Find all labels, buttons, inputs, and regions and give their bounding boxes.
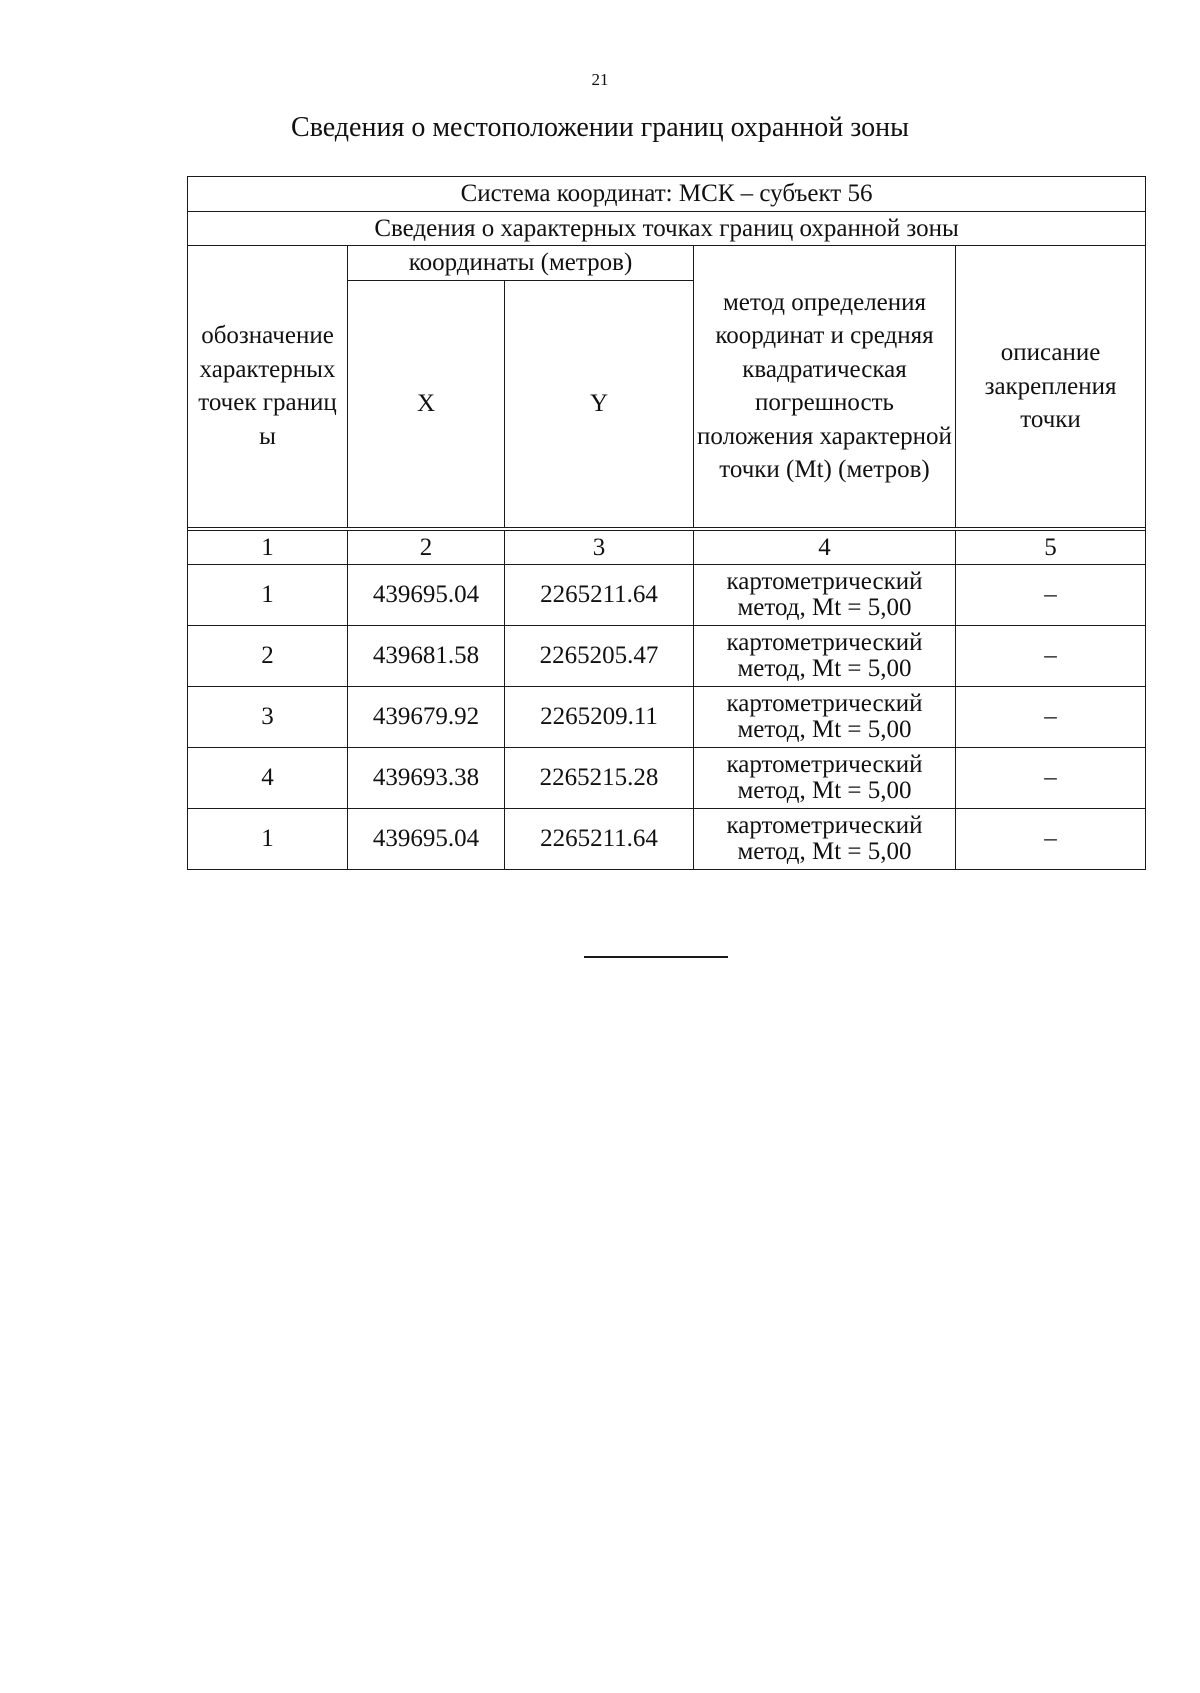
method-cell: картометрический метод, Mt = 5,00 xyxy=(694,565,956,626)
method-cell: картометрический метод, Mt = 5,00 xyxy=(694,748,956,809)
column-number: 3 xyxy=(505,530,694,565)
y-cell: 2265211.64 xyxy=(505,565,694,626)
header-coordinates: координаты (метров) xyxy=(348,246,694,281)
description-cell: – xyxy=(956,626,1146,687)
x-cell: 439695.04 xyxy=(348,809,505,870)
y-cell: 2265209.11 xyxy=(505,687,694,748)
method-cell: картометрический метод, Mt = 5,00 xyxy=(694,809,956,870)
section-title-cell: Сведения о характерных точках границ охранной зоны xyxy=(188,211,1146,246)
table-row xyxy=(188,809,1146,870)
point-cell: 2 xyxy=(188,626,348,687)
point-cell: 1 xyxy=(188,809,348,870)
method-cell: картометрический метод, Mt = 5,00 xyxy=(694,687,956,748)
description-cell: – xyxy=(956,687,1146,748)
coordinate-system-row xyxy=(188,177,1146,212)
y-cell: 2265215.28 xyxy=(505,748,694,809)
column-number: 4 xyxy=(694,530,956,565)
header-point-designation-text: обозначение характерных точек границы xyxy=(198,322,337,450)
method-cell: картометрический метод, Mt = 5,00 xyxy=(694,626,956,687)
coordinate-system-cell: Система координат: МСК – субъект 56 xyxy=(188,177,1146,212)
column-numbers-row xyxy=(188,530,1146,565)
x-cell: 439679.92 xyxy=(348,687,505,748)
boundary-points-table xyxy=(187,176,1146,870)
table-row xyxy=(188,565,1146,626)
description-cell: – xyxy=(956,809,1146,870)
column-number: 2 xyxy=(348,530,505,565)
section-title-row xyxy=(188,211,1146,246)
table-row xyxy=(188,748,1146,809)
header-description: описание закрепления точки xyxy=(956,246,1146,528)
point-cell: 4 xyxy=(188,748,348,809)
description-cell: – xyxy=(956,748,1146,809)
point-cell: 1 xyxy=(188,565,348,626)
page-number: 21 xyxy=(591,70,609,89)
document-title: Сведения о местоположении границ охранной зоны xyxy=(291,112,909,143)
header-method: метод определения координат и средняя квадратическая погрешность положения характерной точки (Mt) (метров) xyxy=(694,246,956,528)
y-cell: 2265205.47 xyxy=(505,626,694,687)
x-cell: 439681.58 xyxy=(348,626,505,687)
table-row xyxy=(188,626,1146,687)
x-cell: 439695.04 xyxy=(348,565,505,626)
column-number: 5 xyxy=(956,530,1146,565)
column-number: 1 xyxy=(188,530,348,565)
header-x: X xyxy=(348,280,505,527)
header-y: Y xyxy=(505,280,694,527)
point-cell: 3 xyxy=(188,687,348,748)
table-row xyxy=(188,687,1146,748)
x-cell: 439693.38 xyxy=(348,748,505,809)
header-row xyxy=(188,246,1146,281)
header-point-designation xyxy=(188,246,348,528)
y-cell: 2265211.64 xyxy=(505,809,694,870)
end-of-section-rule xyxy=(584,956,728,958)
description-cell: – xyxy=(956,565,1146,626)
